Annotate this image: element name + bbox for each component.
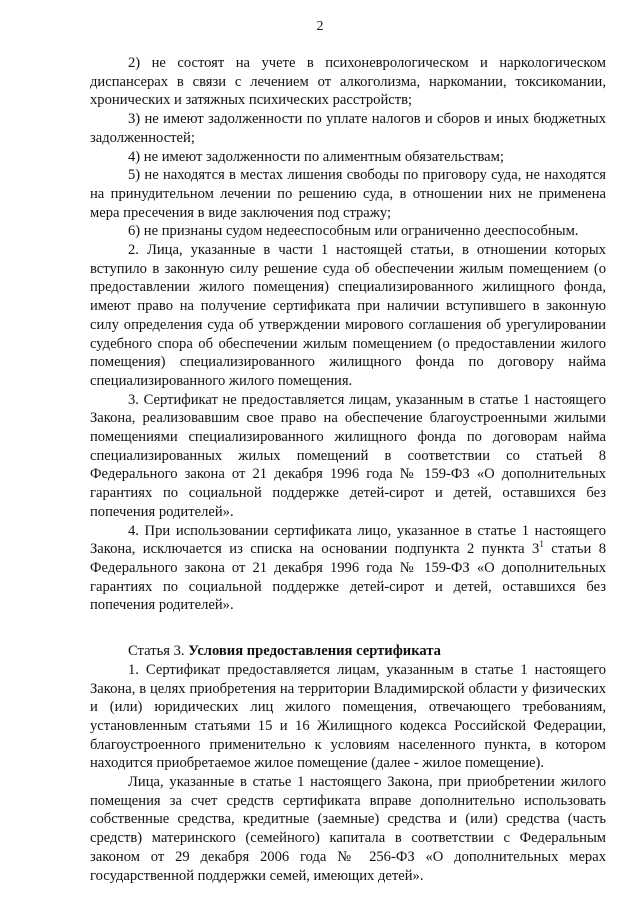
clause-4-text-end: статьи 8 Федерального закона от 21 декабря 1996 года № 159-ФЗ «О дополнительных гарантиях по социальной поддержке детей-сирот и детей, оставшихся без попечения родителей». [90,541,606,614]
clause-4 [90,522,606,616]
page-number: 2 [316,19,324,34]
article-3-heading [90,642,606,661]
list-item-6: 6) не признаны судом недееспособным или ограниченно дееспособным. [128,223,579,240]
list-item-3: 3) не имеют задолженности по уплате налогов и сборов и иных бюджетных задолженностей; [90,111,606,146]
list-item-2: 2) не состоят на учете в психоневрологическом и наркологическом диспансерах в связи с лечением от алкоголизма, наркомании, токсикомании, хронических и затяжных психических расстройств; [90,55,606,109]
list-item-5: 5) не находятся в местах лишения свободы по приговору суда, не находятся на принудительном лечении по решению суда, в отношении них не применена мера пресечения в виде заключения под стражу; [90,167,606,221]
clause-2: 2. Лица, указанные в части 1 настоящей статьи, в отношении которых вступило в законную силу решение суда об обеспечении жилым помещением (о предоставлении жилого помещения) специализированного жилищного фонда, имеют право на получение сертификата при наличии вступившего в законную силу определения суда об утверждении мирового соглашения об урегулировании судебного спора об обеспечении жилым помещением (о предоставлении жилого помещения) специализированного жилищного фонда по договору найма специализированного жилого помещения. [90,242,606,389]
clause-4-superscript: 1 [539,539,544,550]
article-3-paragraph-2: Лица, указанные в статье 1 настоящего Закона, при приобретении жилого помещения за счет средств сертификата вправе дополнительно использовать собственные средства, кредитные (заемные) средства и (или) средства (часть средств) материнского (семейного) капитала в соответствии с Федеральным законом от 29 декабря 2006 года № 256-ФЗ «О дополнительных мерах государственной поддержки семей, имеющих детей». [90,774,606,884]
document-body [90,54,606,885]
clause-4-text-start: 4. При использовании сертификата лицо, указанное в статье 1 настоящего Закона, исключается из списка на основании подпункта 2 пункта 3 [90,522,606,558]
clause-3: 3. Сертификат не предоставляется лицам, указанным в статье 1 настоящего Закона, реализовавшим свое право на обеспечение благоустроенными жилыми помещениями специализированного жилищного фонда по договорам найма специализированных жилых помещений в соответствии со статьей 8 Федерального закона от 21 декабря 1996 года № 159-ФЗ «О дополнительных гарантиях по социальной поддержке детей-сирот и детей, оставшихся без попечения родителей». [90,391,606,520]
list-item-4: 4) не имеют задолженности по алиментным обязательствам; [128,148,504,165]
article-3-prefix: Статья 3. [128,643,189,660]
article-3-clause-1: 1. Сертификат предоставляется лицам, указанным в статье 1 настоящего Закона, в целях приобретения на территории Владимирской области у физических и (или) юридических лиц жилого помещения, отвечающего требованиям, установленным статьями 15 и 16 Жилищного кодекса Российской Федерации, благоустроенного применительно к условиям населенного пункта, в котором находится приобретаемое жилое помещение (далее - жилое помещение). [90,661,606,772]
article-3-title: Условия предоставления сертификата [188,643,441,660]
